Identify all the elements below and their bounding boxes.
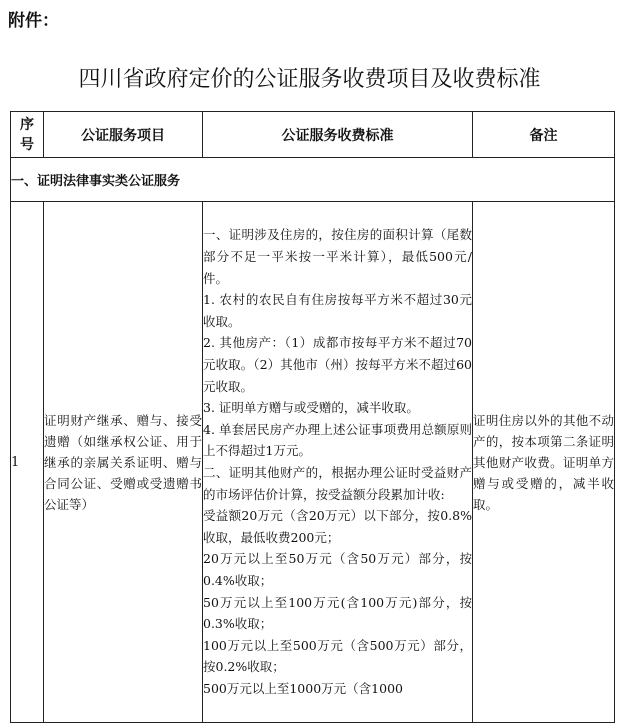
section-title: 一、证明法律事实类公证服务 <box>11 158 615 202</box>
fee-standard-line: 二、证明其他财产的，根据办理公证时受益财产的市场评估价计算，按受益额分段累加计收: <box>203 465 472 502</box>
table-row <box>11 202 615 723</box>
document-title: 四川省政府定价的公证服务收费项目及收费标准 <box>78 67 541 92</box>
column-header-standard: 公证服务收费标准 <box>203 112 473 158</box>
column-header-number-line1: 序 <box>20 116 34 133</box>
column-header-number <box>11 112 44 158</box>
column-header-note: 备注 <box>473 112 615 158</box>
fee-standard-line: 4. 单套居民房产办理上述公证事项费用总额原则上不得超过1万元。 <box>203 421 472 459</box>
remark: 证明住房以外的其他不动产的，按本项第二条证明其他财产收费。证明单方赠与或受赠的，减半收取。 <box>473 202 615 723</box>
fee-standard-line: 2. 其他房产：（1）成都市按每平方米不超过70元收取。（2）其他市（州）按每平方米不超过60元收取。 <box>203 335 472 394</box>
fee-table <box>10 111 615 723</box>
fee-standard-line: 受益额20万元（含20万元）以下部分，按0.8%收取，最低收费200元； <box>203 508 472 545</box>
service-item: 证明财产继承、赠与、接受遗赠（如继承权公证、用于继承的亲属关系证明、赠与合同公证、受赠或受遗赠书公证等） <box>44 202 203 723</box>
fee-standard <box>203 202 473 723</box>
fee-standard-line: 1. 农村的农民自有住房按每平方米不超过30元收取。 <box>203 292 472 329</box>
table-header-row <box>11 112 615 158</box>
column-header-item: 公证服务项目 <box>44 112 203 158</box>
column-header-number-line2: 号 <box>20 136 34 153</box>
fee-standard-line: 500万元以上至1000万元（含1000 <box>203 680 403 696</box>
fee-standard-line: 20万元以上至50万元（含50万元）部分，按0.4%收取； <box>203 551 472 588</box>
fee-standard-line: 50万元以上至100万元(含100万元)部分，按0.3%收取； <box>203 594 472 632</box>
fee-standard-line: 100万元以上至500万元（含500万元）部分，按0.2%收取； <box>203 637 472 675</box>
section-row <box>11 158 615 202</box>
row-number: 1 <box>11 202 44 723</box>
fee-standard-line: 3. 证明单方赠与或受赠的，减半收取。 <box>203 400 419 416</box>
fee-standard-line: 一、证明涉及住房的，按住房的面积计算（尾数部分不足一平米按一平米计算），最低500元/件。 <box>203 227 472 286</box>
attachment-label: 附件： <box>8 11 59 31</box>
